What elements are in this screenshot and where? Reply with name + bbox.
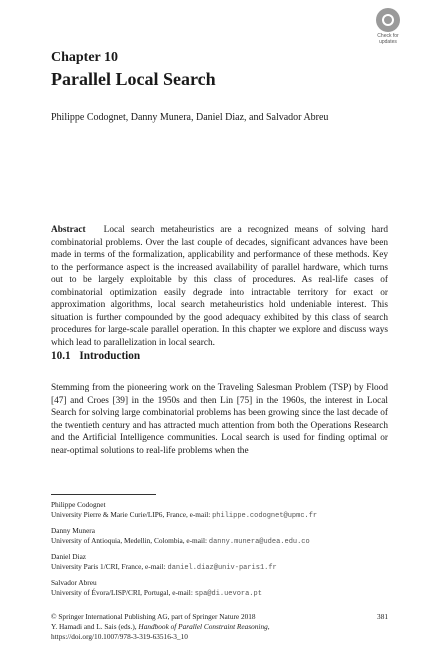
- introduction-paragraph: Stemming from the pioneering work on the Traveling Salesman Problem (TSP) by Flood [47] and Croes [39] in the 1950s and then Lin [75] in the 1960s, the interest in Local Search for solving large combinatorial problems has been growing since the last decade of the twentieth century and has attracted much attention from both the Operations Research and the Artificial Intelligence communities. Local search is used for finding optimal or near-optimal solutions to real-life problems when the: [51, 383, 388, 456]
- copyright-line: © Springer International Publishing AG, part of Springer Nature 2018: [51, 612, 256, 621]
- affiliation-detail: [51, 536, 391, 547]
- affiliation-institution: University Pierre & Marie Curie/LIP6, France, e-mail:: [51, 510, 213, 519]
- affiliation-name: Daniel Diaz: [51, 552, 87, 561]
- affiliation-1: [51, 500, 391, 521]
- citation-line: Y. Hamadi and L. Sais (eds.), Handbook of Parallel Constraint Reasoning,: [51, 622, 270, 631]
- badge-label: [369, 34, 407, 45]
- affiliation-2: [51, 526, 391, 547]
- affiliation-detail: [51, 562, 391, 573]
- abstract-heading: Abstract: [51, 225, 86, 235]
- badge-line-1: Check for: [377, 33, 399, 39]
- check-for-updates-badge[interactable]: [369, 8, 407, 46]
- affiliation-email[interactable]: spa@di.uevora.pt: [194, 590, 262, 598]
- section-number: 10.1: [51, 350, 71, 362]
- publication-footer: [51, 612, 388, 642]
- badge-line-2: updates: [379, 38, 397, 45]
- affiliation-detail: [51, 588, 391, 599]
- affiliation-detail: [51, 510, 391, 521]
- abstract: [51, 224, 388, 349]
- book-title: Handbook of Parallel Constraint Reasoning: [138, 622, 268, 631]
- chapter-label: Chapter 10: [51, 50, 119, 65]
- affiliation-name: Philippe Codognet: [51, 500, 106, 509]
- editors: Y. Hamadi and L. Sais (eds.),: [51, 622, 139, 631]
- update-check-icon: [376, 8, 400, 32]
- section-title: Introduction: [79, 350, 141, 362]
- affiliation-name: Danny Munera: [51, 526, 95, 535]
- affiliation-email[interactable]: philippe.codognet@upmc.fr: [212, 512, 318, 520]
- affiliation-email[interactable]: danny.munera@udea.edu.co: [208, 538, 310, 546]
- page-number: 381: [377, 612, 388, 621]
- doi-link[interactable]: https://doi.org/10.1007/978-3-319-63516-3_10: [51, 632, 188, 641]
- footnote-divider: [51, 494, 156, 495]
- affiliation-4: [51, 578, 391, 599]
- abstract-text: Local search metaheuristics are a recognized means of solving hard combinatorial problems. Over the last couple of decades, significant advances have been made in terms of the formalization, applicability and performance of these methods. Key to the performance aspect is the increased availability of parallel hardware, which turns out to be largely exploitable by this class of procedures. As real-life cases of combinatorial optimization easily degrade into intractable territory for exact or approximation algorithms, local search metaheuristics hold undeniable interest. This situation is further compounded by the good adequacy exhibited by this class of search procedures for large-scale parallel operation. In this chapter we explore and discuss ways which lead to parallelization in local search.: [51, 225, 388, 348]
- affiliation-institution: University Paris 1/CRI, France, e-mail:: [51, 562, 168, 571]
- affiliation-3: [51, 552, 391, 573]
- affiliation-institution: University of Évora/LISP/CRI, Portugal, e-mail:: [51, 588, 195, 597]
- chapter-title: Parallel Local Search: [51, 69, 216, 89]
- section-heading: [51, 350, 140, 362]
- affiliation-institution: University of Antioquia, Medellin, Colombia, e-mail:: [51, 536, 209, 545]
- author-list: Philippe Codognet, Danny Munera, Daniel Diaz, and Salvador Abreu: [51, 112, 329, 123]
- affiliation-name: Salvador Abreu: [51, 578, 97, 587]
- affiliation-email[interactable]: daniel.diaz@univ-paris1.fr: [167, 564, 277, 572]
